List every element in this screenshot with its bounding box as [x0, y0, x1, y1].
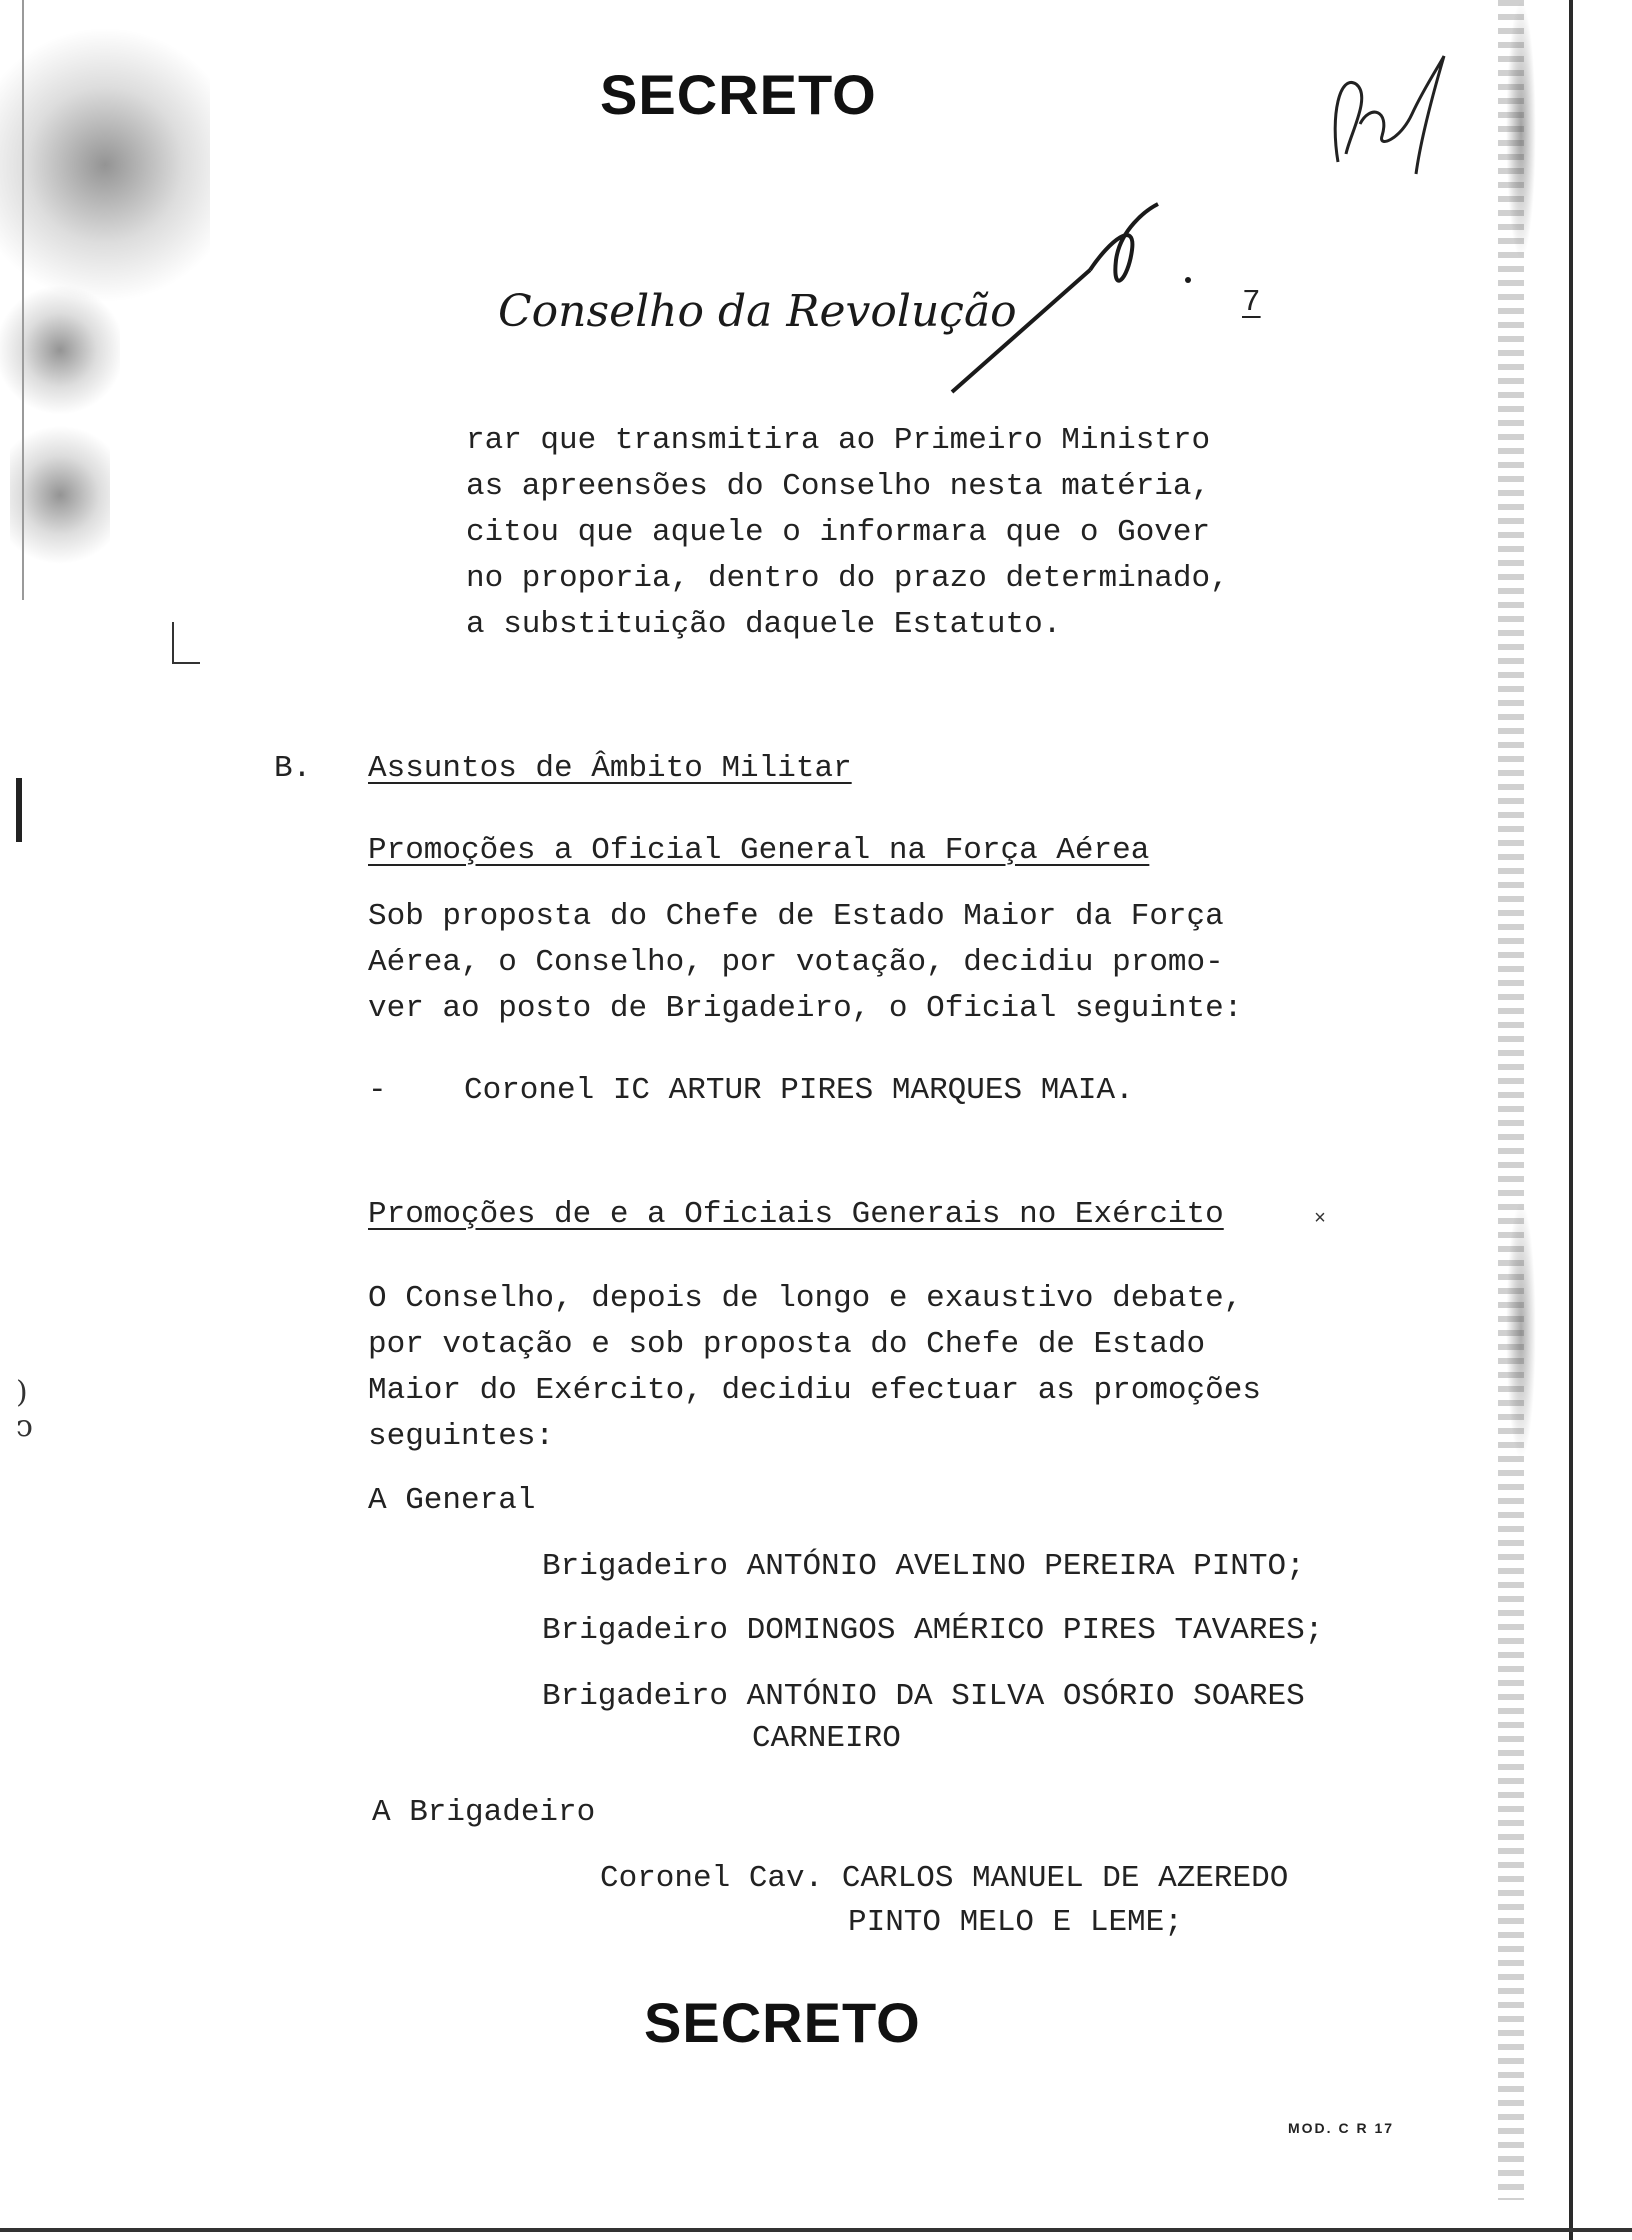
- section-marker: B.: [274, 751, 312, 786]
- paragraph-line: Aérea, o Conselho, por votação, decidiu promo-: [368, 945, 1224, 980]
- margin-pencil-mark: ) ↄ: [16, 1375, 33, 1444]
- scan-bottom-edge: [0, 2228, 1632, 2232]
- intro-line: rar que transmitira ao Primeiro Ministro: [466, 423, 1211, 458]
- brigadeiro-label: A Brigadeiro: [372, 1795, 596, 1830]
- margin-bracket-mark: [172, 622, 200, 664]
- promotion-item-continued: PINTO MELO E LEME;: [848, 1905, 1183, 1940]
- margin-tick-mark: [16, 778, 22, 842]
- secret-stamp-top: SECRETO: [600, 63, 877, 126]
- air-force-heading: Promoções a Oficial General na Força Aérea: [368, 833, 1150, 868]
- paragraph-line: ver ao posto de Brigadeiro, o Oficial seguinte:: [368, 991, 1243, 1026]
- paragraph-line: Sob proposta do Chefe de Estado Maior da Força: [368, 899, 1224, 934]
- letterhead-title: Conselho da Revolução: [498, 286, 1017, 337]
- paragraph-line: por votação e sob proposta do Chefe de Estado: [368, 1327, 1206, 1362]
- paragraph-line: O Conselho, depois de longo e exaustivo debate,: [368, 1281, 1243, 1316]
- page-number: 7: [1242, 285, 1261, 320]
- paragraph-line: seguintes:: [368, 1419, 555, 1454]
- general-label: A General: [368, 1483, 536, 1518]
- promotion-item: Brigadeiro DOMINGOS AMÉRICO PIRES TAVARES;: [542, 1613, 1324, 1648]
- paragraph-line: Maior do Exército, decidiu efectuar as promoções: [368, 1373, 1261, 1408]
- promotion-item: Brigadeiro ANTÓNIO DA SILVA OSÓRIO SOARES: [542, 1679, 1305, 1714]
- intro-line: no proporia, dentro do prazo determinado,: [466, 561, 1229, 596]
- army-heading: Promoções de e a Oficiais Generais no Exército: [368, 1197, 1224, 1232]
- intro-line: as apreensões do Conselho nesta matéria,: [466, 469, 1211, 504]
- section-title: Assuntos de Âmbito Militar: [368, 751, 852, 786]
- air-force-paragraph: [368, 894, 1242, 1032]
- secret-stamp-bottom: SECRETO: [644, 1991, 921, 2054]
- promotion-item: Brigadeiro ANTÓNIO AVELINO PEREIRA PINTO;: [542, 1549, 1305, 1584]
- promotion-item: Coronel IC ARTUR PIRES MARQUES MAIA.: [464, 1073, 1134, 1108]
- intro-line: citou que aquele o informara que o Gover: [466, 515, 1211, 550]
- handwritten-signature: [940, 200, 1200, 400]
- handwritten-initials: [1320, 44, 1450, 184]
- form-code: MOD. C R 17: [1288, 2120, 1395, 2136]
- list-bullet: -: [368, 1073, 387, 1108]
- promotion-item-continued: CARNEIRO: [752, 1721, 901, 1756]
- promotion-item: Coronel Cav. CARLOS MANUEL DE AZEREDO: [600, 1861, 1289, 1896]
- margin-cross-mark: ×: [1314, 1208, 1327, 1231]
- intro-paragraph: [466, 418, 1229, 648]
- army-paragraph: [368, 1276, 1261, 1460]
- intro-line: a substituição daquele Estatuto.: [466, 607, 1062, 642]
